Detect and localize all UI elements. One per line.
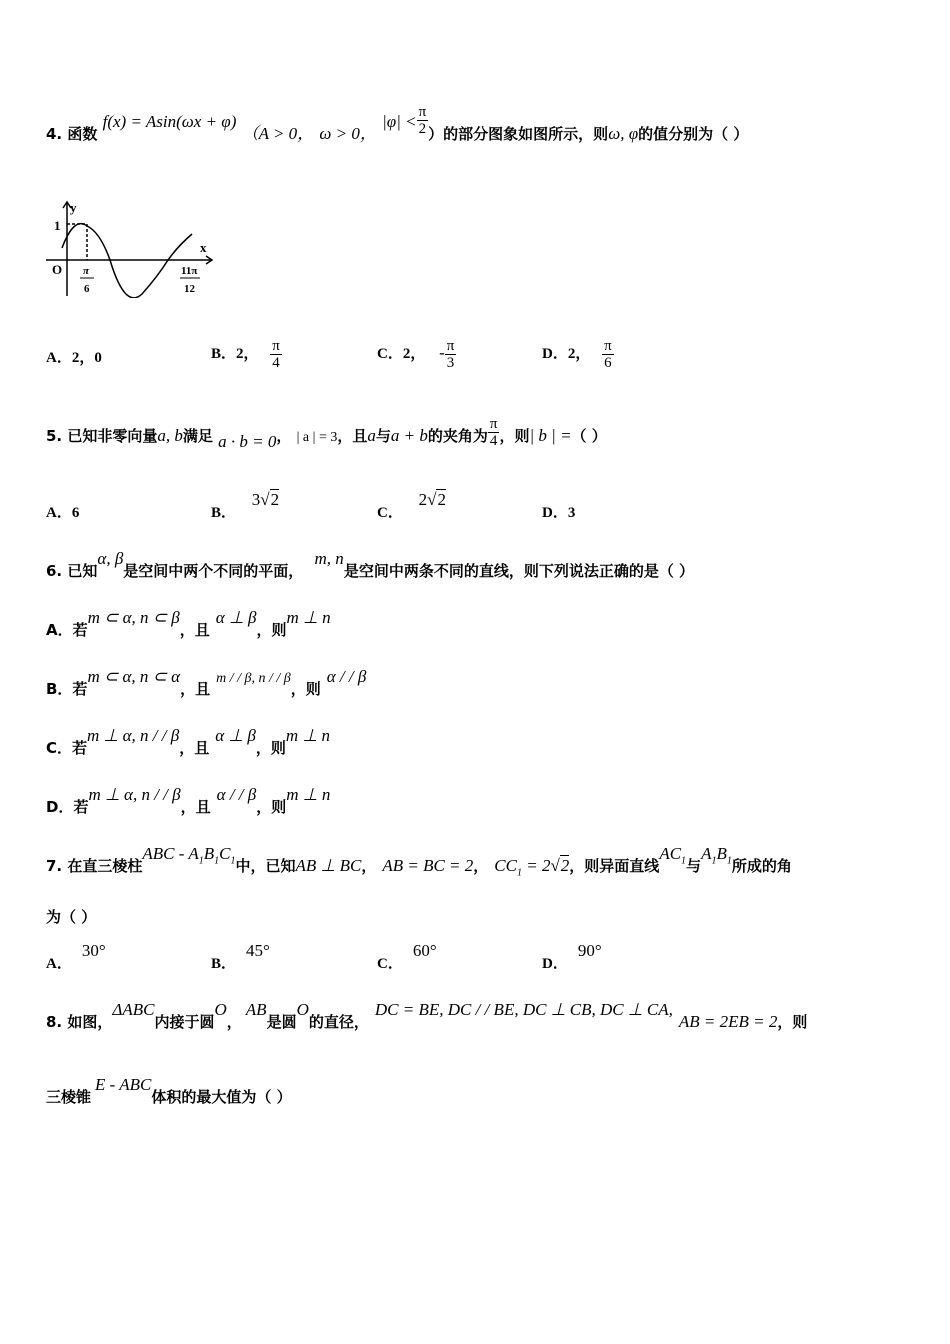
q4-number: 4.	[46, 125, 63, 143]
q4-option-d[interactable]: D．2， $\frac{\pi}{6}$	[542, 338, 612, 371]
q7-number: 7.	[46, 857, 63, 875]
q8-number: 8.	[46, 1013, 63, 1031]
q6-option-d[interactable]: D．若m ⊥ α, n / / β，且α / / β，则m ⊥ n	[46, 785, 331, 816]
pi6-numerator: π	[83, 265, 90, 277]
end-denominator: 12	[184, 283, 195, 295]
q5-option-a[interactable]: A．6	[46, 505, 80, 521]
q6-option-c[interactable]: C．若m ⊥ α, n / / β，且α ⊥ β，则m ⊥ n	[46, 726, 331, 757]
q7-option-b[interactable]: B．45°	[211, 941, 270, 972]
q4-function: f(x) = Asin(ωx + φ)	[102, 112, 237, 131]
q5-number: 5.	[46, 427, 63, 445]
q4-sine-graph	[40, 198, 220, 298]
x-label: x	[200, 240, 207, 255]
q6-number: 6.	[46, 562, 63, 580]
question-6: 6. 已知α, β是空间中两个不同的平面， m, n是空间中两条不同的直线，则下列说法正确的是（ ）	[46, 549, 695, 580]
question-4: 4. 函数 f(x) = Asin(ωx + φ) （A > 0， ω > 0， |φ| < $\frac{\pi}{2}$ ）的部分图象如图所示，则ω, φ的值分别为（ ）	[46, 104, 749, 143]
end-numerator: 11π	[181, 265, 198, 277]
question-8-continued: 三棱锥E - ABC体积的最大值为（ ）	[46, 1075, 292, 1106]
q4-option-a[interactable]: A．2，0	[46, 350, 102, 366]
q4-option-c[interactable]: C．2， - $\frac{\pi}{3}$	[377, 338, 455, 371]
q7-option-c[interactable]: C．60°	[377, 941, 437, 972]
pi6-denominator: 6	[84, 283, 90, 295]
q6-option-a[interactable]: A．若m ⊂ α, n ⊂ β，且α ⊥ β，则m ⊥ n	[46, 608, 331, 639]
q7-option-a[interactable]: A．30°	[46, 941, 106, 972]
question-7: 7. 在直三棱柱ABC - $A_1B_1C_1$中，已知AB ⊥ BC， AB = BC = 2， $CC_1 = 2√2$，则异面直线$AC_1$与$A_1B_1$所成的角	[46, 844, 792, 879]
q5-option-b[interactable]: B． 3√2	[211, 490, 280, 521]
q5-option-d[interactable]: D．3	[542, 505, 576, 521]
question-5: 5. 已知非零向量a, b满足 a · b = 0， | a | = 3，且a与a + b的夹角为 $\frac{\pi}{4}$ ，则| b | =（ ）	[46, 416, 607, 451]
q7-option-d[interactable]: D．90°	[542, 941, 602, 972]
origin-label: O	[52, 262, 63, 277]
question-7-continued: 为（ ）	[46, 908, 97, 926]
question-8: 8. 如图，ΔABC内接于圆O，AB是圆O的直径，DC = BE, DC / / BE, DC ⊥ CB, DC ⊥ CA,AB = 2EB = 2，则	[46, 1000, 808, 1031]
y-label: y	[70, 200, 77, 215]
one-label: 1	[54, 218, 61, 233]
q6-option-b[interactable]: B．若m ⊂ α, n ⊂ α，且m / / β, n / / β，则α / / β	[46, 667, 367, 698]
q5-option-c[interactable]: C． 2√2	[377, 490, 446, 521]
q4-option-b[interactable]: B．2， $\frac{\pi}{4}$	[211, 338, 280, 371]
